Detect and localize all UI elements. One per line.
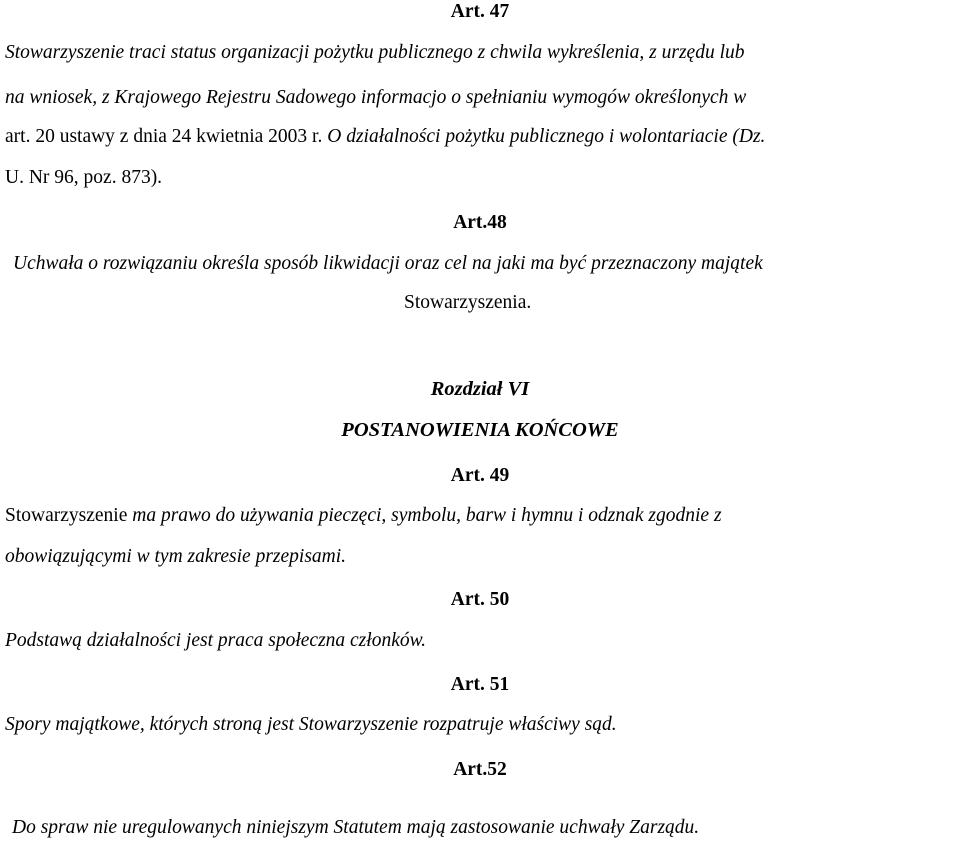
art51-heading: Art. 51 (450, 674, 510, 695)
art49-text-line-1 (5, 506, 722, 526)
art48-text-line-2: Stowarzyszenia. (404, 292, 532, 313)
art49-heading: Art. 49 (450, 465, 510, 486)
art47-heading: Art. 47 (450, 1, 510, 22)
art47-text-line-3-italic: O działalności pożytku publicznego i wolontariacie (Dz. (327, 126, 766, 147)
chapter-title: Rozdział VI (430, 378, 530, 400)
art47-text-line-3-plain: art. 20 ustawy z dnia 24 kwietnia 2003 r. (5, 126, 328, 147)
art48-text-line-1: Uchwała o rozwiązaniu określa sposób likwidacji oraz cel na jaki ma być przeznaczony majątek (13, 253, 763, 274)
art47-text-line-3 (5, 127, 765, 147)
art49-text-line-1-italic: ma prawo do używania pieczęci, symbolu, barw i hymnu i odznak zgodnie z (132, 505, 722, 526)
art47-text-line-2: na wniosek, z Krajowego Rejestru Sadowego informacjo o spełnianiu wymogów określonych w (5, 87, 747, 108)
art47-text-line-1: Stowarzyszenie traci status organizacji pożytku publicznego z chwila wykreślenia, z urzędu lub (5, 42, 745, 63)
art49-text-line-1-plain: Stowarzyszenie (5, 505, 133, 526)
art52-heading: Art.52 (453, 759, 507, 780)
art51-text-line-1: Spory majątkowe, których stroną jest Stowarzyszenie rozpatruje właściwy sąd. (5, 714, 617, 735)
art50-heading: Art. 50 (450, 589, 510, 610)
art48-heading: Art.48 (453, 212, 507, 233)
art50-text-line-1: Podstawą działalności jest praca społeczna członków. (5, 630, 427, 651)
chapter-subtitle: POSTANOWIENIA KOŃCOWE (341, 419, 619, 441)
art49-text-line-2: obowiązującymi w tym zakresie przepisami. (5, 546, 347, 567)
art52-text-line-1: Do spraw nie uregulowanych niniejszym Statutem mają zastosowanie uchwały Zarządu. (12, 817, 700, 838)
art47-text-line-4: U. Nr 96, poz. 873). (5, 167, 163, 188)
